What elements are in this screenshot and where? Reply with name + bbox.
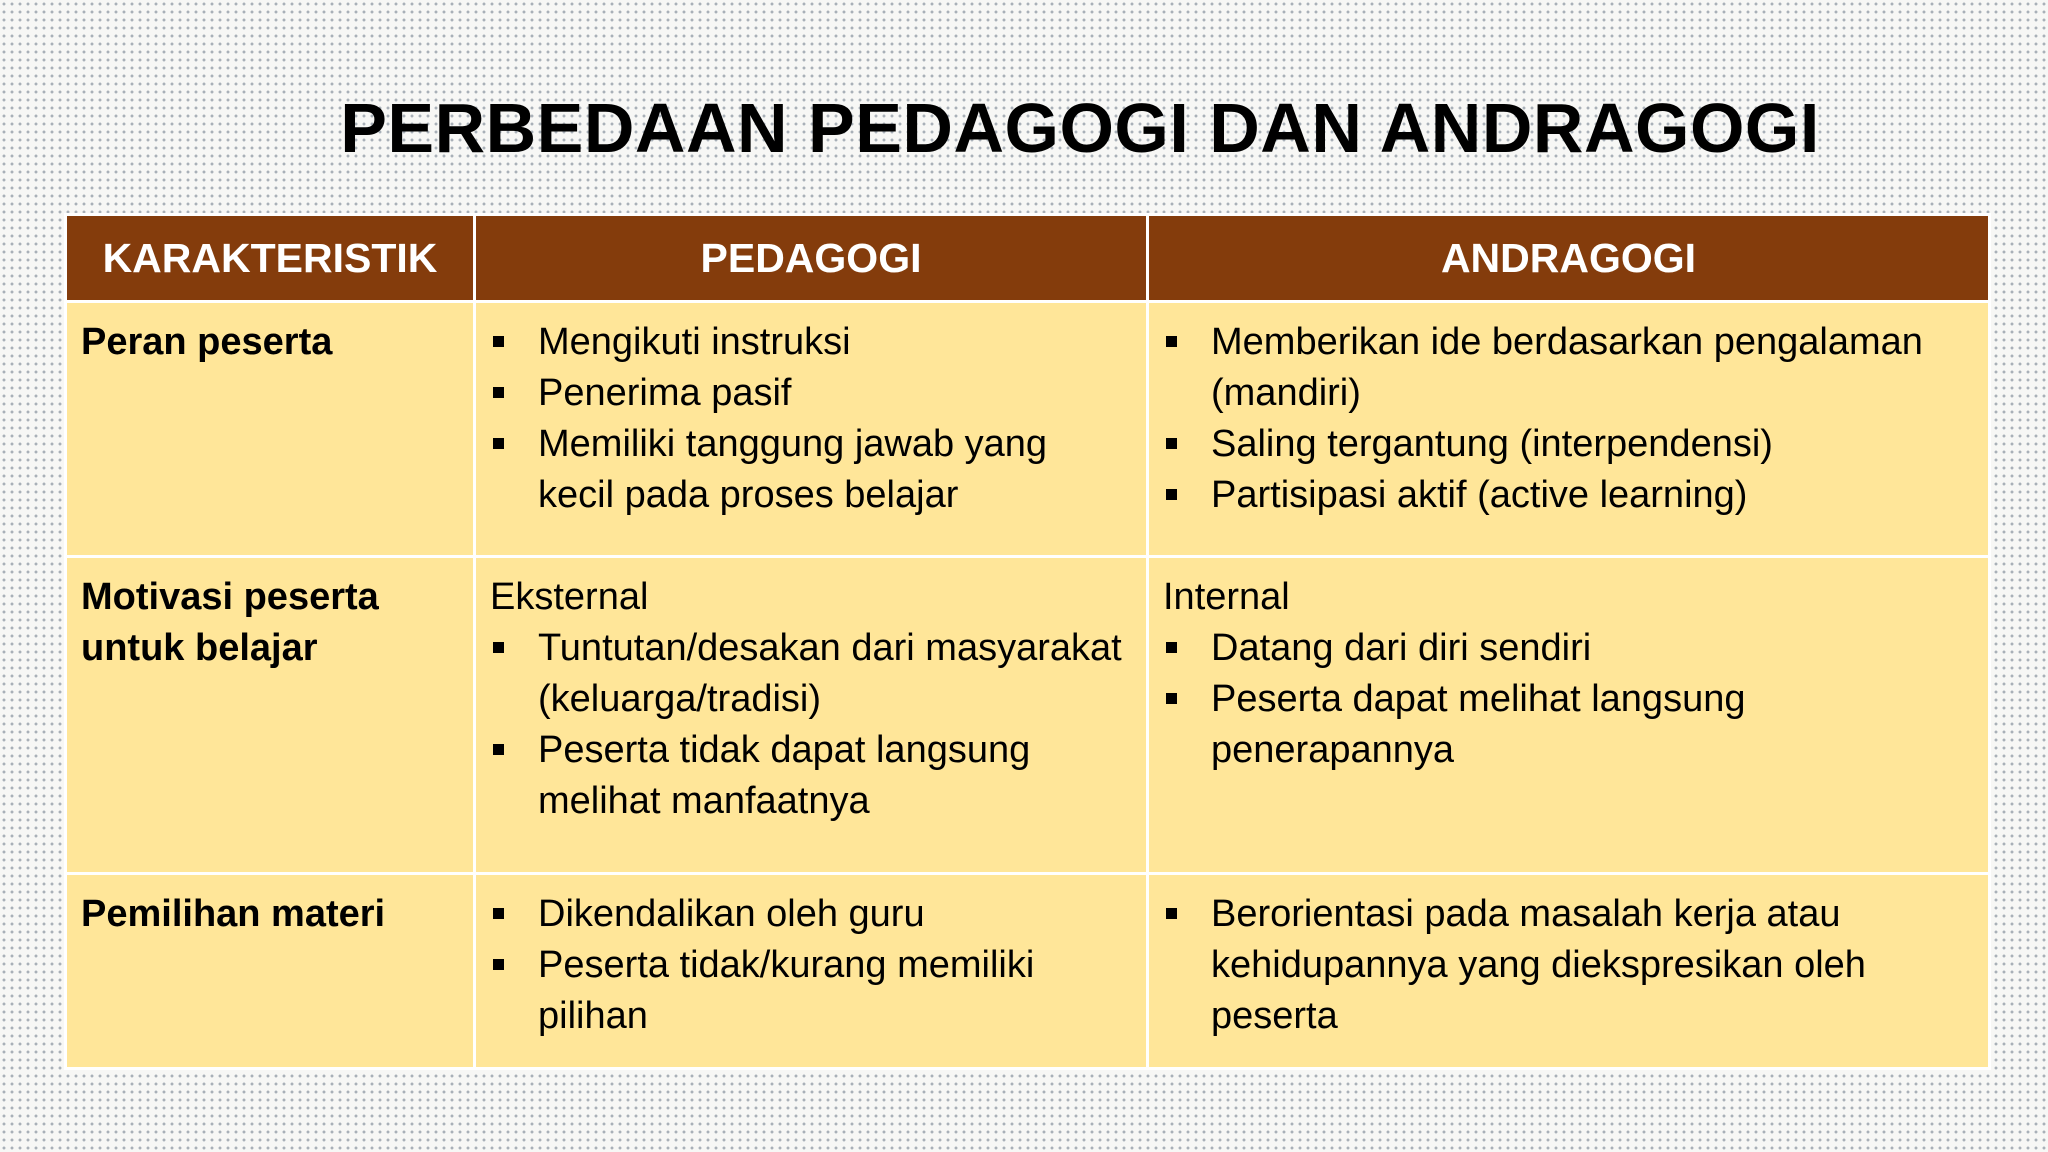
list-item: Dikendalikan oleh guru [490,889,1132,940]
table-row [66,302,1990,557]
pedagogi-cell [475,557,1148,874]
table-row [66,557,1990,874]
header-pedagogi: PEDAGOGI [475,215,1148,302]
list-item: Saling tergantung (interpendensi) [1163,419,1974,470]
bullet-list [490,623,1132,827]
list-item: Berorientasi pada masalah kerja atau kehidupannya yang diekspresikan oleh peserta [1163,889,1974,1042]
pedagogi-cell [475,874,1148,1069]
andragogi-cell [1148,302,1990,557]
list-item: Memiliki tanggung jawab yang kecil pada proses belajar [490,419,1132,521]
list-item: Peserta dapat melihat langsung penerapannya [1163,674,1974,776]
bullet-list [1163,317,1974,521]
slide-title: PERBEDAAN PEDAGOGI DAN ANDRAGOGI [340,89,1820,167]
row-label: Peran peserta [66,302,475,557]
cell-intro-text: Internal [1163,576,1290,618]
bullet-list [1163,623,1974,776]
list-item: Penerima pasif [490,368,1132,419]
header-andragogi: ANDRAGOGI [1148,215,1990,302]
bullet-list [490,317,1132,521]
list-item: Peserta tidak dapat langsung melihat manfaatnya [490,725,1132,827]
andragogi-cell [1148,557,1990,874]
list-item: Peserta tidak/kurang memiliki pilihan [490,940,1132,1042]
list-item: Partisipasi aktif (active learning) [1163,470,1974,521]
comparison-table [64,213,1991,1070]
list-item: Memberikan ide berdasarkan pengalaman (mandiri) [1163,317,1974,419]
list-item: Datang dari diri sendiri [1163,623,1974,674]
list-item: Tuntutan/desakan dari masyarakat (keluarga/tradisi) [490,623,1132,725]
list-item: Mengikuti instruksi [490,317,1132,368]
andragogi-cell [1148,874,1990,1069]
row-label: Motivasi peserta untuk belajar [66,557,475,874]
table-header-row [66,215,1990,302]
header-karakteristik: KARAKTERISTIK [66,215,475,302]
row-label: Pemilihan materi [66,874,475,1069]
bullet-list [1163,889,1974,1042]
pedagogi-cell [475,302,1148,557]
cell-intro-text: Eksternal [490,576,649,618]
table-row [66,874,1990,1069]
bullet-list [490,889,1132,1042]
